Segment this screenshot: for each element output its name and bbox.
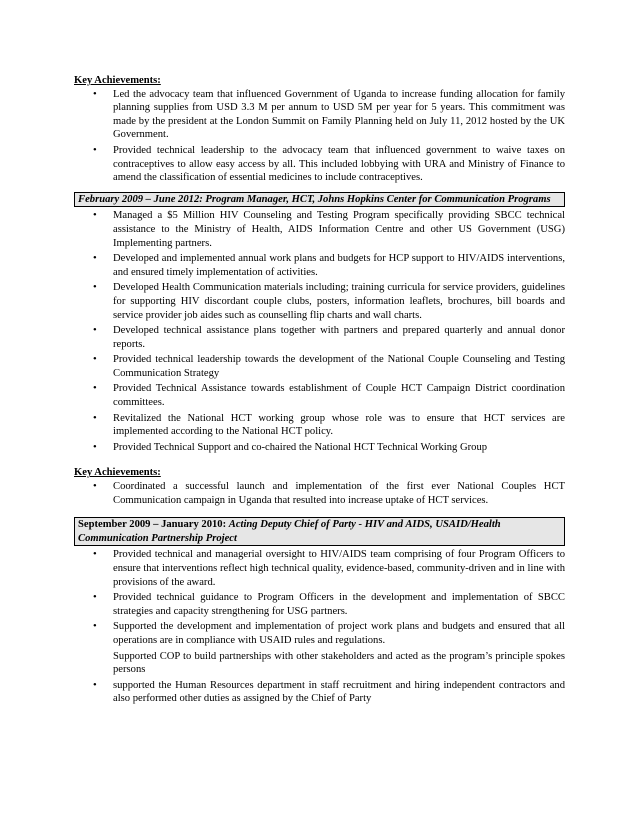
- list-item: • Developed Health Communication materials including; training curricula for service providers, guidelines for supporting HIV discordant couple clubs, posters, information leaflets, brochures, bill boards and service provider job aides such as counselling flip charts and wall charts.: [93, 282, 565, 321]
- key-achievements-heading: Key Achievements:: [74, 75, 161, 86]
- role-title-box: September 2009 – January 2010: Acting Deputy Chief of Party - HIV and AIDS, USAID/Health Communication Partnership Project: [74, 517, 565, 546]
- list-item: • Provided Technical Support and co-chaired the National HCT Technical Working Group: [93, 441, 488, 453]
- list-item: • Provided Technical Assistance towards establishment of Couple HCT Campaign District coordination committees.: [93, 383, 565, 409]
- responsibilities-list: [74, 548, 565, 706]
- bullet-icon: •: [93, 88, 97, 100]
- key-achievements-list: [74, 88, 565, 185]
- bullet-icon: •: [93, 282, 97, 294]
- key-achievements-heading: Key Achievements:: [74, 467, 161, 479]
- responsibilities-list: [74, 209, 565, 454]
- bullet-icon: •: [93, 592, 97, 604]
- bullet-icon: •: [93, 549, 97, 561]
- bullet-icon: •: [93, 621, 97, 633]
- bullet-icon: •: [93, 210, 97, 222]
- bullet-icon: •: [93, 325, 97, 337]
- bullet-icon: •: [93, 253, 97, 265]
- document-content: [74, 74, 565, 708]
- list-item: • Supported the development and implementation of project work plans and budgets and ensured that all operations are in compliance with USAID rules and regulations.: [93, 621, 565, 646]
- list-item: • Revitalized the National HCT working group whose role was to ensure that HCT services are implemented according to the National HCT policy.: [93, 412, 565, 438]
- bullet-icon: •: [93, 412, 97, 424]
- list-item: • Developed and implemented annual work plans and budgets for HCP support to HIV/AIDS interventions, and ensured timely implementation of activities.: [93, 253, 565, 278]
- bullet-icon: •: [93, 354, 97, 366]
- bullet-icon: •: [93, 383, 97, 395]
- list-item: • Provided technical guidance to Program Officers in the development and implementation of SBCC strategies and capacity strengthening for USG partners.: [93, 592, 565, 617]
- list-item: • Provided technical leadership towards the development of the National Couple Counseling and Testing Communication Strategy: [93, 354, 565, 379]
- list-item: • Led the advocacy team that influenced Government of Uganda to increase funding allocation for family planning supplies from USD 3.3 M per annum to USD 5M per year for 5 years. This commitment was made by the president at the London Summit on Family Planning held on July 11, 2012 hosted by the UK Government.: [93, 88, 565, 141]
- bullet-icon: •: [93, 144, 97, 156]
- role-title-box: February 2009 – June 2012: Program Manager, HCT, Johns Hopkins Center for Communication Programs: [74, 192, 565, 208]
- key-achievements-list: [74, 480, 565, 507]
- list-item: • Developed technical assistance plans together with partners and prepared quarterly and annual donor reports.: [93, 325, 565, 350]
- list-item: • Provided technical and managerial oversight to HIV/AIDS team comprising of four Program Officers to ensure that interventions reflect high technical quality, evidence-based, community-driven and in line with provisions of the award.: [93, 549, 565, 588]
- list-item: • Coordinated a successful launch and implementation of the first ever National Couples HCT Communication campaign in Uganda that resulted into increase uptake of HCT services.: [93, 481, 565, 506]
- list-item: • Managed a $5 Million HIV Counseling and Testing Program specifically providing SBCC technical assistance to the Ministry of Health, AIDS Information Centre and other US Government (USG) Implementing partners.: [93, 210, 565, 249]
- bullet-icon: •: [93, 481, 97, 493]
- bullet-icon: •: [93, 441, 97, 453]
- bullet-icon: •: [93, 679, 97, 691]
- list-item: • Provided technical leadership to the advocacy team that influenced government to waive taxes on contraceptives to allow easy access by all. This included lobbying with URA and Ministry of Finance to amend the classification of essential medicines to include contraceptives.: [93, 144, 565, 184]
- list-item: Supported COP to build partnerships with other stakeholders and acted as the program’s principle spokes persons: [113, 650, 565, 676]
- list-item: • supported the Human Resources department in staff recruitment and hiring independent contractors and also performed other duties as assigned by the Chief of Party: [93, 679, 565, 705]
